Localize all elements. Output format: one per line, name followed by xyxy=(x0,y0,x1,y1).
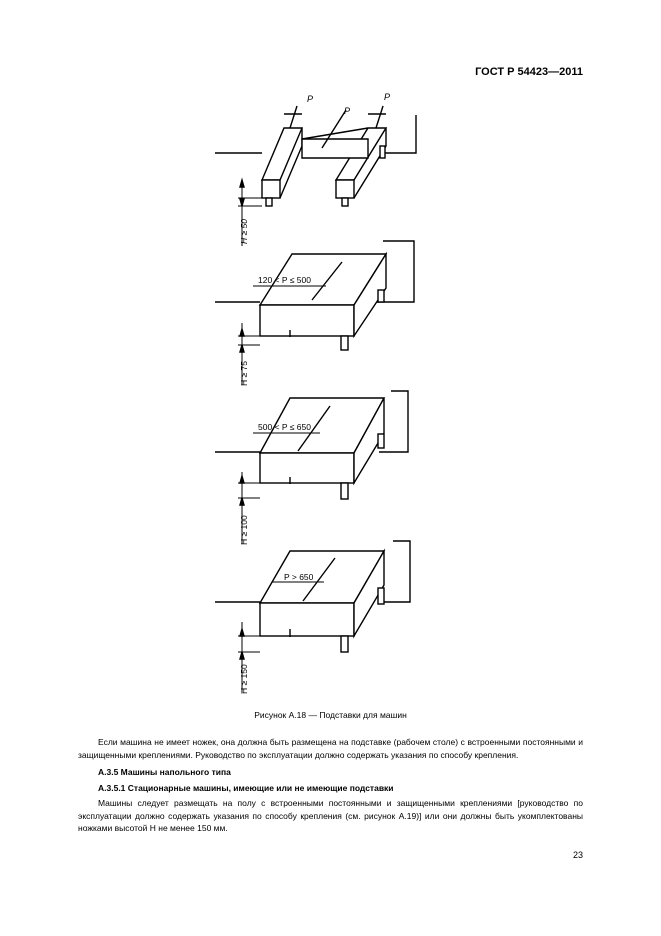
p4-p-label: P > 650 xyxy=(284,572,314,582)
panel-4-stand xyxy=(215,541,410,694)
paragraph-1: Если машина не имеет ножек, она должна быть размещена на подставке (рабочем столе) с встроенными постоянными и защищенными креплениями. Руководство по эксплуатации должно содержать указания по способу крепления. xyxy=(78,737,583,760)
p2-h-label: H ≥ 75 xyxy=(239,361,249,386)
heading-a35: А.3.5 Машины напольного типа xyxy=(98,767,231,777)
panel-2-stand xyxy=(215,241,414,386)
p4-h-label: H ≥ 150 xyxy=(239,664,249,694)
paragraph-2: Машины следует размещать на полу с встроенными постоянными и защищенными креплениями [руководство по эксплуатации должно содержать указания по способу крепления (см. рисунок А.19)] или они должны быть укомплектованы ножками высотой H не менее 150 мм. xyxy=(78,798,583,833)
heading-a351: А.3.5.1 Стационарные машины, имеющие или не имеющие подставки xyxy=(98,782,394,793)
p1-h-label: H ≥ 50 xyxy=(239,219,249,244)
figure-caption: Рисунок А.18 — Подставки для машин xyxy=(254,710,407,720)
p1-label-right: P xyxy=(384,92,391,102)
p3-p-label: 500 < P ≤ 650 xyxy=(258,422,311,432)
wall-line xyxy=(383,541,410,602)
p1-label-left: P xyxy=(307,94,314,104)
panel-3-stand xyxy=(215,391,408,545)
body-text xyxy=(78,736,583,835)
page-number: 23 xyxy=(572,850,583,860)
standard-code: ГОСТ Р 54423—2011 xyxy=(475,66,583,78)
wall-line xyxy=(385,115,416,153)
p2-p-label: 120 < P ≤ 500 xyxy=(258,275,311,285)
panel-1-u-stand xyxy=(215,92,416,246)
p3-h-label: H ≥ 100 xyxy=(239,515,249,545)
p1-label-mid: P xyxy=(344,106,351,116)
